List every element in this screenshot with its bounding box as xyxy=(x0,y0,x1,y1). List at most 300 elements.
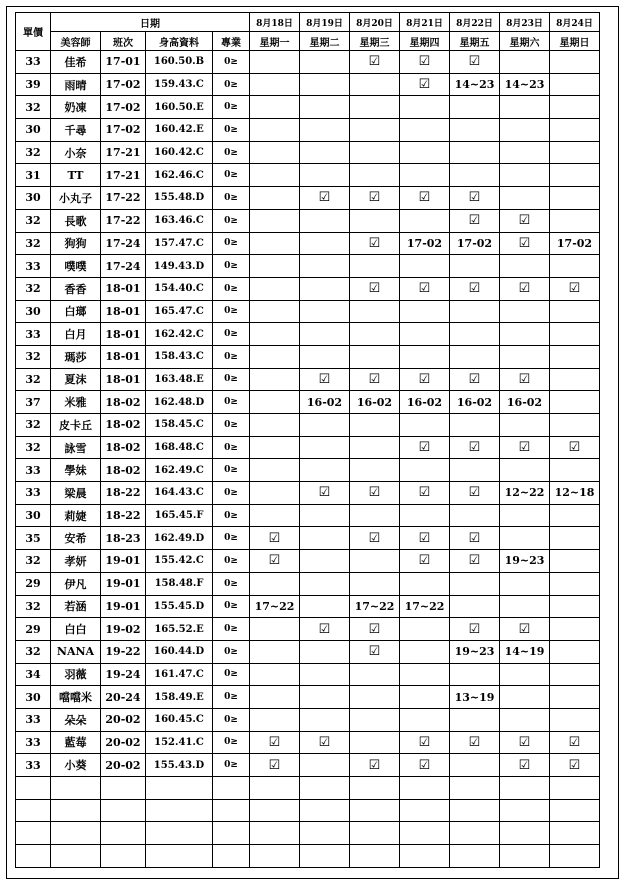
day-cell xyxy=(550,391,600,414)
day-cell xyxy=(500,414,550,437)
class-cell: 18-02 xyxy=(101,391,146,414)
class-cell: 18-02 xyxy=(101,414,146,437)
pro-cell: 0≥ xyxy=(213,504,250,527)
stylist-name-cell: 若涵 xyxy=(51,595,101,618)
stylist-name-cell: 安希 xyxy=(51,527,101,550)
day-cell xyxy=(300,822,350,845)
day-cell xyxy=(400,504,450,527)
day-cell xyxy=(250,232,300,255)
day-cell xyxy=(250,255,300,278)
day-cell xyxy=(550,255,600,278)
checkbox-checked-icon: ☑ xyxy=(368,757,381,773)
day-cell xyxy=(300,754,350,777)
stylist-name-cell: NANA xyxy=(51,640,101,663)
table-row xyxy=(16,187,600,210)
day-cell xyxy=(250,323,300,346)
day-cell xyxy=(400,822,450,845)
measure-cell: 164.43.C xyxy=(146,482,213,505)
class-cell: 17-24 xyxy=(101,255,146,278)
day-cell xyxy=(250,754,300,777)
pro-cell: 0≥ xyxy=(213,323,250,346)
day-cell: 19~23 xyxy=(450,640,500,663)
stylist-name-cell: 狗狗 xyxy=(51,232,101,255)
day-cell xyxy=(350,640,400,663)
day-cell xyxy=(300,618,350,641)
day-cell xyxy=(550,187,600,210)
day-cell xyxy=(350,618,400,641)
price-cell: 32 xyxy=(16,368,51,391)
day-cell xyxy=(550,51,600,74)
day-cell xyxy=(450,187,500,210)
stylist-name-cell: 藍莓 xyxy=(51,731,101,754)
price-cell: 32 xyxy=(16,436,51,459)
day-cell xyxy=(450,119,500,142)
measure-cell: 165.47.C xyxy=(146,300,213,323)
day-cell xyxy=(350,345,400,368)
price-cell: 30 xyxy=(16,300,51,323)
day-cell xyxy=(300,572,350,595)
pro-cell: 0≥ xyxy=(213,686,250,709)
measure-cell: 163.46.C xyxy=(146,209,213,232)
day-cell xyxy=(500,164,550,187)
pro-cell: 0≥ xyxy=(213,527,250,550)
measure-cell: 155.48.D xyxy=(146,187,213,210)
price-cell xyxy=(16,799,51,822)
stylist-name-cell: 噹噹米 xyxy=(51,686,101,709)
day-cell xyxy=(450,550,500,573)
day-cell xyxy=(500,754,550,777)
weekday-header-sunday: 星期日 xyxy=(550,32,600,51)
day-cell xyxy=(400,618,450,641)
price-cell: 33 xyxy=(16,255,51,278)
stylist-name-cell: 千尋 xyxy=(51,119,101,142)
day-cell xyxy=(450,414,500,437)
day-cell xyxy=(500,731,550,754)
measure-header: 身高資料 xyxy=(146,32,213,51)
day-cell xyxy=(250,572,300,595)
price-cell: 33 xyxy=(16,754,51,777)
day-cell xyxy=(300,436,350,459)
day-cell xyxy=(250,527,300,550)
day-cell xyxy=(550,640,600,663)
day-cell: 16-02 xyxy=(400,391,450,414)
day-cell xyxy=(550,595,600,618)
table-row xyxy=(16,482,600,505)
stylist-name-cell: 香香 xyxy=(51,277,101,300)
checkbox-checked-icon: ☑ xyxy=(418,281,431,297)
class-header: 班次 xyxy=(101,32,146,51)
measure-cell: 157.47.C xyxy=(146,232,213,255)
date-header: 8月23日 xyxy=(500,13,550,32)
day-cell xyxy=(550,323,600,346)
day-cell xyxy=(400,550,450,573)
day-cell xyxy=(550,73,600,96)
day-cell: 19~23 xyxy=(500,550,550,573)
day-cell xyxy=(250,686,300,709)
checkbox-checked-icon: ☑ xyxy=(418,54,431,70)
stylist-name-cell: 學妹 xyxy=(51,459,101,482)
measure-cell: 154.40.C xyxy=(146,277,213,300)
price-cell: 37 xyxy=(16,391,51,414)
stylist-name-cell: 伊凡 xyxy=(51,572,101,595)
class-cell: 19-01 xyxy=(101,572,146,595)
day-cell: 16-02 xyxy=(450,391,500,414)
price-cell: 33 xyxy=(16,51,51,74)
table-row xyxy=(16,119,600,142)
day-cell xyxy=(300,119,350,142)
pro-cell: 0≥ xyxy=(213,300,250,323)
checkbox-checked-icon: ☑ xyxy=(368,644,381,660)
day-cell xyxy=(500,209,550,232)
day-cell xyxy=(350,300,400,323)
day-cell xyxy=(300,141,350,164)
stylist-name-cell: 白月 xyxy=(51,323,101,346)
pro-cell: 0≥ xyxy=(213,51,250,74)
day-cell xyxy=(500,141,550,164)
pro-cell xyxy=(213,777,250,800)
day-cell xyxy=(350,777,400,800)
day-cell xyxy=(350,845,400,868)
day-cell xyxy=(400,119,450,142)
class-cell: 17-22 xyxy=(101,209,146,232)
checkbox-checked-icon: ☑ xyxy=(518,757,531,773)
stylist-name-cell: 瑪莎 xyxy=(51,345,101,368)
pro-cell: 0≥ xyxy=(213,550,250,573)
schedule-table xyxy=(15,12,600,868)
day-cell xyxy=(500,119,550,142)
checkbox-checked-icon: ☑ xyxy=(368,485,381,501)
weekday-header-saturday: 星期六 xyxy=(500,32,550,51)
day-cell xyxy=(400,300,450,323)
day-cell xyxy=(450,368,500,391)
day-cell xyxy=(250,391,300,414)
checkbox-checked-icon: ☑ xyxy=(268,530,281,546)
day-cell xyxy=(400,459,450,482)
table-row xyxy=(16,414,600,437)
table-row xyxy=(16,822,600,845)
checkbox-checked-icon: ☑ xyxy=(518,281,531,297)
class-cell: 18-22 xyxy=(101,504,146,527)
day-cell xyxy=(500,799,550,822)
class-cell: 19-01 xyxy=(101,550,146,573)
stylist-name-cell: 長歌 xyxy=(51,209,101,232)
day-cell xyxy=(450,822,500,845)
pro-cell xyxy=(213,799,250,822)
price-cell: 33 xyxy=(16,459,51,482)
day-cell xyxy=(250,482,300,505)
day-cell xyxy=(400,255,450,278)
day-cell xyxy=(450,845,500,868)
class-cell xyxy=(101,777,146,800)
day-cell xyxy=(450,572,500,595)
day-cell xyxy=(300,187,350,210)
table-row xyxy=(16,777,600,800)
day-cell xyxy=(500,323,550,346)
measure-cell: 155.45.D xyxy=(146,595,213,618)
day-cell xyxy=(500,187,550,210)
day-cell xyxy=(550,209,600,232)
pro-header: 專業 xyxy=(213,32,250,51)
day-cell xyxy=(350,572,400,595)
pro-cell: 0≥ xyxy=(213,255,250,278)
price-cell: 32 xyxy=(16,96,51,119)
day-cell xyxy=(450,300,500,323)
day-cell xyxy=(250,277,300,300)
checkbox-checked-icon: ☑ xyxy=(568,440,581,456)
day-cell xyxy=(350,527,400,550)
pro-cell xyxy=(213,845,250,868)
stylist-name-cell: 羽薇 xyxy=(51,663,101,686)
day-cell xyxy=(250,550,300,573)
day-cell xyxy=(550,799,600,822)
day-cell xyxy=(550,345,600,368)
day-cell xyxy=(250,777,300,800)
table-row xyxy=(16,731,600,754)
day-cell xyxy=(300,96,350,119)
day-cell xyxy=(500,277,550,300)
day-cell xyxy=(450,164,500,187)
checkbox-checked-icon: ☑ xyxy=(368,621,381,637)
day-cell xyxy=(250,459,300,482)
day-cell xyxy=(550,96,600,119)
pro-cell: 0≥ xyxy=(213,663,250,686)
day-cell xyxy=(250,51,300,74)
day-cell xyxy=(400,187,450,210)
day-cell xyxy=(250,618,300,641)
day-cell xyxy=(400,51,450,74)
date-header: 8月18日 xyxy=(250,13,300,32)
weekday-header: 星期一 xyxy=(250,32,300,51)
measure-cell: 155.42.C xyxy=(146,550,213,573)
measure-cell: 149.43.D xyxy=(146,255,213,278)
day-cell xyxy=(250,345,300,368)
class-cell: 18-01 xyxy=(101,345,146,368)
checkbox-checked-icon: ☑ xyxy=(418,485,431,501)
day-cell xyxy=(250,187,300,210)
price-cell: 32 xyxy=(16,277,51,300)
day-cell xyxy=(550,686,600,709)
day-cell xyxy=(550,618,600,641)
day-cell xyxy=(350,799,400,822)
checkbox-checked-icon: ☑ xyxy=(418,440,431,456)
day-cell xyxy=(500,822,550,845)
class-cell: 19-01 xyxy=(101,595,146,618)
day-cell xyxy=(300,368,350,391)
table-row xyxy=(16,368,600,391)
pro-cell: 0≥ xyxy=(213,119,250,142)
day-cell xyxy=(500,845,550,868)
day-cell xyxy=(300,527,350,550)
checkbox-checked-icon: ☑ xyxy=(418,757,431,773)
class-cell: 18-01 xyxy=(101,300,146,323)
day-cell xyxy=(450,504,500,527)
stylist-name-cell: 孝妍 xyxy=(51,550,101,573)
price-cell: 33 xyxy=(16,482,51,505)
class-cell: 19-22 xyxy=(101,640,146,663)
day-cell: 14~23 xyxy=(450,73,500,96)
price-cell: 29 xyxy=(16,618,51,641)
day-cell xyxy=(300,845,350,868)
day-cell xyxy=(350,96,400,119)
day-cell xyxy=(400,141,450,164)
stylist-header: 美容師 xyxy=(51,32,101,51)
day-cell xyxy=(550,572,600,595)
measure-cell: 162.42.C xyxy=(146,323,213,346)
day-cell xyxy=(350,209,400,232)
measure-cell: 158.45.C xyxy=(146,414,213,437)
measure-cell: 158.48.F xyxy=(146,572,213,595)
stylist-name-cell: 白瑯 xyxy=(51,300,101,323)
day-cell xyxy=(300,799,350,822)
weekday-header: 星期三 xyxy=(350,32,400,51)
pro-cell: 0≥ xyxy=(213,436,250,459)
day-cell xyxy=(300,414,350,437)
checkbox-checked-icon: ☑ xyxy=(468,213,481,229)
weekday-header: 星期四 xyxy=(400,32,450,51)
checkbox-checked-icon: ☑ xyxy=(468,54,481,70)
table-row xyxy=(16,663,600,686)
table-row xyxy=(16,504,600,527)
day-cell xyxy=(550,368,600,391)
checkbox-checked-icon: ☑ xyxy=(468,530,481,546)
price-cell: 32 xyxy=(16,550,51,573)
class-cell: 18-22 xyxy=(101,482,146,505)
pro-cell: 0≥ xyxy=(213,164,250,187)
day-cell xyxy=(400,663,450,686)
day-cell xyxy=(400,640,450,663)
day-cell xyxy=(450,96,500,119)
day-cell xyxy=(450,754,500,777)
checkbox-checked-icon: ☑ xyxy=(468,190,481,206)
day-cell xyxy=(500,300,550,323)
pro-cell: 0≥ xyxy=(213,572,250,595)
pro-cell: 0≥ xyxy=(213,731,250,754)
day-cell xyxy=(400,799,450,822)
measure-cell xyxy=(146,777,213,800)
checkbox-checked-icon: ☑ xyxy=(468,553,481,569)
stylist-name-cell xyxy=(51,799,101,822)
measure-cell: 159.43.C xyxy=(146,73,213,96)
day-cell xyxy=(550,414,600,437)
checkbox-checked-icon: ☑ xyxy=(518,371,531,387)
measure-cell: 160.42.C xyxy=(146,141,213,164)
date-header: 8月20日 xyxy=(350,13,400,32)
table-row xyxy=(16,572,600,595)
day-cell xyxy=(550,527,600,550)
price-cell xyxy=(16,777,51,800)
checkbox-checked-icon: ☑ xyxy=(518,440,531,456)
day-cell xyxy=(450,323,500,346)
day-cell xyxy=(250,414,300,437)
day-cell xyxy=(350,436,400,459)
day-cell xyxy=(500,232,550,255)
day-cell xyxy=(250,822,300,845)
day-cell xyxy=(550,277,600,300)
class-cell: 17-02 xyxy=(101,73,146,96)
day-cell xyxy=(500,708,550,731)
day-cell xyxy=(300,323,350,346)
date-header: 8月24日 xyxy=(550,13,600,32)
stylist-name-cell: 白白 xyxy=(51,618,101,641)
checkbox-checked-icon: ☑ xyxy=(368,371,381,387)
price-cell: 34 xyxy=(16,663,51,686)
day-cell xyxy=(400,277,450,300)
checkbox-checked-icon: ☑ xyxy=(568,757,581,773)
table-row xyxy=(16,686,600,709)
class-cell: 17-02 xyxy=(101,119,146,142)
day-cell xyxy=(350,119,400,142)
day-cell: 12~18 xyxy=(550,482,600,505)
class-cell: 18-01 xyxy=(101,368,146,391)
table-row xyxy=(16,708,600,731)
day-cell: 14~19 xyxy=(500,640,550,663)
day-cell xyxy=(450,459,500,482)
class-cell: 19-24 xyxy=(101,663,146,686)
day-cell xyxy=(350,73,400,96)
day-cell xyxy=(450,436,500,459)
checkbox-checked-icon: ☑ xyxy=(418,530,431,546)
checkbox-checked-icon: ☑ xyxy=(268,553,281,569)
stylist-name-cell: 雨晴 xyxy=(51,73,101,96)
day-cell xyxy=(300,550,350,573)
price-cell: 30 xyxy=(16,504,51,527)
table-row xyxy=(16,459,600,482)
class-cell: 18-02 xyxy=(101,436,146,459)
measure-cell: 162.49.C xyxy=(146,459,213,482)
day-cell xyxy=(500,368,550,391)
day-cell xyxy=(350,255,400,278)
table-row xyxy=(16,73,600,96)
day-cell xyxy=(250,119,300,142)
measure-cell: 155.43.D xyxy=(146,754,213,777)
checkbox-checked-icon: ☑ xyxy=(268,757,281,773)
stylist-name-cell: 小葵 xyxy=(51,754,101,777)
stylist-name-cell: 梁晨 xyxy=(51,482,101,505)
day-cell xyxy=(350,459,400,482)
checkbox-checked-icon: ☑ xyxy=(468,621,481,637)
day-cell xyxy=(550,300,600,323)
day-cell xyxy=(500,686,550,709)
pro-cell xyxy=(213,822,250,845)
measure-cell xyxy=(146,845,213,868)
table-row xyxy=(16,436,600,459)
day-cell xyxy=(500,572,550,595)
table-row xyxy=(16,527,600,550)
price-cell: 33 xyxy=(16,323,51,346)
pro-cell: 0≥ xyxy=(213,73,250,96)
class-cell: 20-24 xyxy=(101,686,146,709)
stylist-name-cell: 詠雪 xyxy=(51,436,101,459)
day-cell xyxy=(350,822,400,845)
checkbox-checked-icon: ☑ xyxy=(368,54,381,70)
day-cell xyxy=(500,527,550,550)
price-cell: 32 xyxy=(16,640,51,663)
pro-cell: 0≥ xyxy=(213,141,250,164)
checkbox-checked-icon: ☑ xyxy=(418,190,431,206)
day-cell xyxy=(550,754,600,777)
day-cell xyxy=(400,482,450,505)
day-cell xyxy=(400,572,450,595)
day-cell xyxy=(500,51,550,74)
checkbox-checked-icon: ☑ xyxy=(318,621,331,637)
price-cell: 39 xyxy=(16,73,51,96)
day-cell xyxy=(400,73,450,96)
day-cell xyxy=(350,686,400,709)
day-cell xyxy=(550,845,600,868)
table-row xyxy=(16,618,600,641)
measure-cell: 162.49.D xyxy=(146,527,213,550)
table-row xyxy=(16,164,600,187)
